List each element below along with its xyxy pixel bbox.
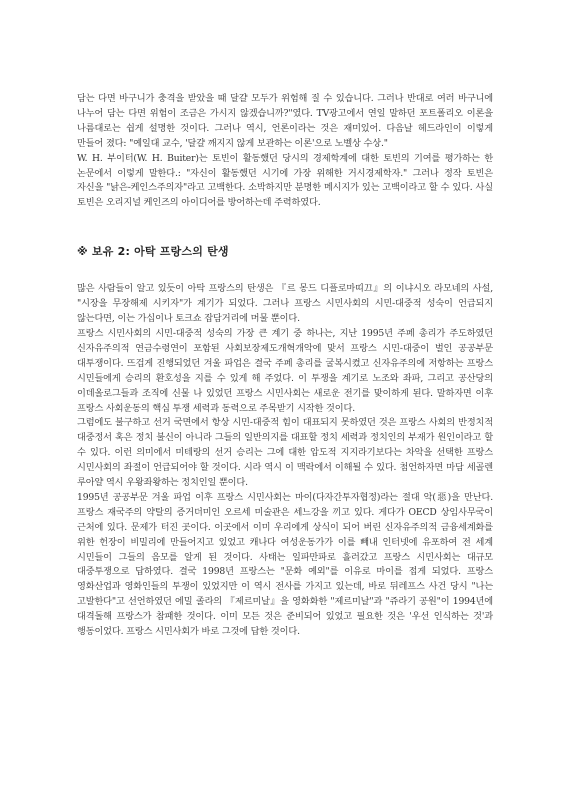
paragraph: W. H. 부이터(W. H. Buiter)는 토빈이 활동했던 당시의 경제학계에 대한 토빈의 기여를 평가하는 한 논문에서 이렇게 말한다.: "자신이 활동했던 시기에 가장 위해한 거시경제학자." 그러나 정작 토빈은 자신을 "낡은-케인스주의자"라고 고백한다. 소박하지만 분명한 메시지가 있는 고백이라고 할 수 있다. 사실 토빈은 오리지널 케인즈의 아이디어를 방어하는데 주력하였다. — [77, 152, 493, 209]
document-page — [77, 92, 493, 640]
section-title: 보유 2: 아탁 프랑스의 탄생 — [91, 245, 229, 259]
section-heading-wrap — [77, 245, 493, 259]
paragraph: 많은 사람들이 알고 있듯이 아탁 프랑스의 탄생은 『르 몽드 디플로마띠끄』의 이냐시오 라모네의 사설, "시장을 무장해제 시키자"가 계기가 되었다. 그러나 프랑스 시민사회의 시민-대중적 성숙이 언급되지 않는다면, 이는 가십이나 토크쇼 잡담거리에 머물 뿐이다. — [77, 283, 493, 325]
paragraph: 프랑스 시민사회의 시민-대중적 성숙의 가장 큰 계기 중 하나는, 지난 1995년 주페 총리가 주도하였던 신자유주의적 연금수령연이 포함된 사회보장제도개혁개악에 맞서 프랑스 시민-대중이 벌인 공공부문 대투쟁이다. 뜨겁게 진행되었던 겨울 파업은 결국 주페 총리를 굴복시켰고 신자유주의에 저항하는 프랑스 시민들에게 승리의 환호성을 지를 수 있게 해 주었다. 이 투쟁을 계기로 노조와 좌파, 그리고 공산당의 이데올로그들과 조직에 신물 나 있었던 프랑스 시민사회는 새로운 전기를 맞이하게 된다. 말하자면 이후 프랑스 사회운동의 핵심 투쟁 세력과 동력으로 주목받기 시작한 것이다. — [77, 327, 493, 414]
paragraph: 1995년 공공부문 겨울 파업 이후 프랑스 시민사회는 마이(다자간투자협정)라는 절대 악(惡)을 만난다. 프랑스 재국주의 약탈의 증거더미인 오르세 미술관은 세느강을 끼고 있다. 게다가 OECD 상임사무국이 근처에 있다. 문제가 터진 곳이다. 이곳에서 이미 우리에게 상식이 되어 버린 신자유주의적 금융세계화를 위한 헌장이 비밀리에 만들어지고 있었고 캐나다 여성운동가가 이를 빼내 인터넷에 유포하여 전 세계 시민들이 그들의 음모를 알게 된 것이다. 사태는 일파만파로 흘러갔고 프랑스 시민사회는 대규모 대중투쟁으로 답하였다. 결국 1998년 프랑스는 "문화 예외"를 이유로 마이를 접게 되었다. 프랑스 영화산업과 영화인들의 투쟁이 있었지만 이 역시 전사를 가지고 있는데, 바로 뒤레프스 사건 당시 "나는 고발한다"고 선언하였던 에밀 졸라의 『제르미날』을 영화화한 "제르미날"과 "쥬라기 공원"이 1994년에 대격돌해 프랑스가 참패한 것이다. 이미 모든 것은 준비되어 있었고 필요한 것은 '우선 인식하는 것'과 행동이었다. 프랑스 시민사회가 바로 그것에 답한 것이다. — [77, 491, 493, 638]
paragraph: 그럼에도 불구하고 선거 국면에서 항상 시민-대중적 힘이 대표되지 못하였던 것은 프랑스 사회의 반정치적 대중정서 혹은 정치 불신이 아니라 그들의 일반의지를 대표할 정치 세력과 정치인의 부재가 원인이라고 할 수 있다. 이런 의미에서 미테랑의 선거 승리는 그에 대한 압도적 지지라기보다는 차악을 선택한 프랑스 시민사회의 좌절이 언급되어야 할 것이다. 시라 역시 이 맥락에서 이해될 수 있다. 첨언하자면 마담 세골렌 루아얄 역시 우왕좌왕하는 정치인일 뿐이다. — [77, 417, 493, 489]
reference-mark-icon: ※ — [77, 245, 88, 259]
paragraph: 담는 다면 바구니가 충격을 받았을 때 달걀 모두가 위험해 질 수 있습니다. 그러나 반대로 여러 바구니에 나누어 담는 다면 위험이 조금은 가시지 않겠습니까?"였다. TV광고에서 연일 말하던 포트폴리오 이론을 나름대로는 쉽게 설명한 것이다. 그러나 역시, 언론이라는 것은 재미있어. 다음날 헤드라인이 이렇게 만들어 졌다: "예일대 교수, '달걀 깨지지 않게 보관하는 이론'으로 노벨상 수상." — [77, 93, 493, 149]
section-heading — [77, 245, 493, 259]
